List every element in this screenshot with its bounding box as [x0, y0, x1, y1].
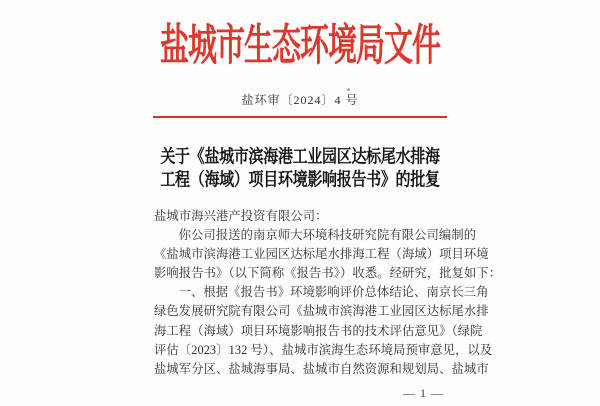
document-number: 盐环审〔2024〕4 号 [241, 93, 359, 107]
document-title-line1: 关于《盐城市滨海港工业园区达标尾水排海 [160, 148, 440, 168]
body-line: 评估〔2023〕132 号）、盐城市滨海生态环境局预审意见，以及 [154, 342, 493, 357]
document-title [0, 147, 600, 193]
agency-letterhead-title: 盐城市生态环境局文件 [159, 22, 440, 71]
body-line: 你公司报送的南京师大环境科技研究院有限公司编制的 [178, 228, 477, 243]
body-line: 海工程（海域）项目环境影响报告书的技术评估意见》（绿院 [154, 323, 483, 338]
body-line: 盐城军分区、盐城海事局、盐城市自然资源和规划局、盐城市 [154, 361, 489, 376]
body-line: 绿色发展研究院有限公司《盐城市滨海港工业园区达标尾水排 [154, 304, 489, 319]
document-body [154, 207, 502, 379]
body-line: 一、根据《报告书》环境影响评价总体结论、南京长三角 [178, 285, 489, 300]
scan-speck [347, 88, 350, 91]
letterhead-divider-line [153, 116, 447, 118]
body-line: 《盐城市滨海港工业园区达标尾水排海工程（海域）项目环境 [154, 247, 489, 262]
document-title-line2: 工程（海域）项目环境影响报告书》的批复 [160, 171, 440, 191]
body-line: 影响报告书》（以下简称《报告书》）收悉。经研究，批复如下： [154, 266, 502, 281]
page-number: — 1 — [403, 386, 444, 400]
body-line-addressee: 盐城市海兴港产投资有限公司： [154, 209, 328, 223]
